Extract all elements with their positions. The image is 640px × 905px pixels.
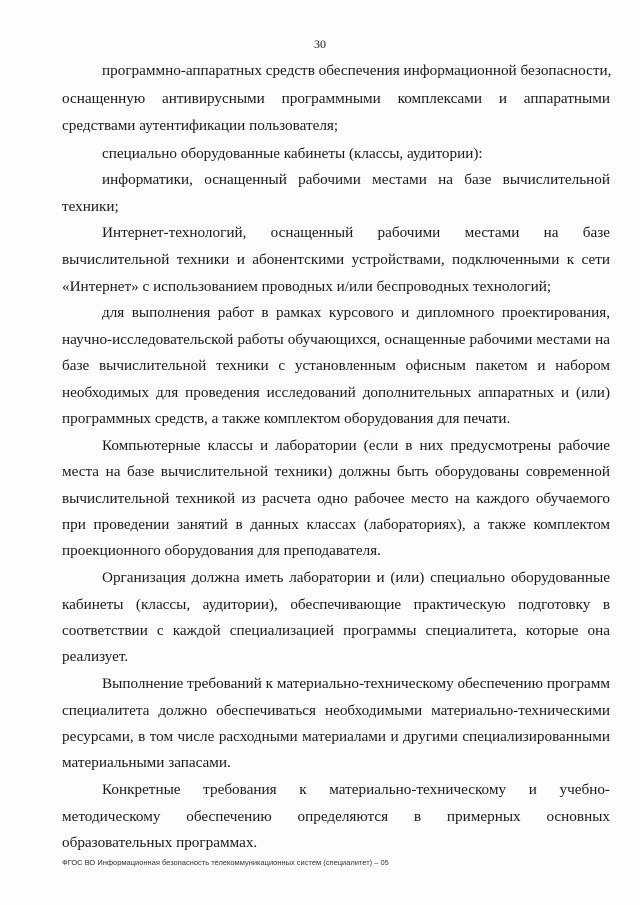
text-line: образовательных программах. [62,834,258,851]
text-line: специально оборудованные кабинеты (классы, аудитории): [102,145,483,162]
text-line: методическому обеспечению определяются в примерных основных [62,808,610,825]
text-line: вычислительной техники и абонентскими устройствами, подключенными к сети [62,251,610,268]
text-line: Конкретные требования к материально-техническому и учебно- [102,781,610,798]
page-footer: ФГОС ВО Информационная безопасность телекоммуникационных систем (специалитет) – 05 [62,858,389,867]
text-line: материальными запасами. [62,754,231,771]
text-line: «Интернет» с использованием проводных и/или беспроводных технологий; [62,278,552,295]
text-line: оснащенную антивирусными программными комплексами и аппаратными [62,90,610,107]
text-line: специалитета должно обеспечиваться необходимыми материально-техническими [62,702,610,719]
text-line: места на базе вычислительной техники) должны быть оборудованы современной [62,463,610,480]
text-line: кабинеты (классы, аудитории), обеспечивающие практическую подготовку в [62,596,610,613]
text-line: Выполнение требований к материально-техническому обеспечению программ [102,675,610,692]
text-line: базе вычислительной техники с установленным офисным пакетом и набором [62,357,610,374]
text-line: информатики, оснащенный рабочими местами на базе вычислительной [102,171,610,188]
text-line: соответствии с каждой специализацией программы специалитета, которые она [62,622,610,639]
text-line: научно-исследовательской работы обучающихся, оснащенные рабочими местами на [62,331,610,348]
text-line: для выполнения работ в рамках курсового и дипломного проектирования, [102,304,610,321]
text-line: вычислительной техникой из расчета одно рабочее место на каждого обучаемого [62,490,610,507]
text-line: Компьютерные классы и лаборатории (если в них предусмотрены рабочие [102,437,610,454]
text-line: необходимых для проведения исследований дополнительных аппаратных и (или) [62,384,610,401]
text-line: проекционного оборудования для преподавателя. [62,542,381,559]
text-line: Интернет-технологий, оснащенный рабочими местами на базе [102,224,610,241]
text-line: средствами аутентификации пользователя; [62,117,339,134]
text-line: реализует. [62,648,129,665]
text-line: программно-аппаратных средств обеспечения информационной безопасности, [102,62,612,79]
text-line: программных средств, а также комплектом оборудования для печати. [62,410,511,427]
text-line: ресурсами, в том числе расходными материалами и другими специализированными [62,728,610,745]
text-line: при проведении занятий в данных классах (лабораториях), а также комплектом [62,516,610,533]
page-number: 30 [314,37,326,51]
text-line: техники; [62,198,119,215]
text-line: Организация должна иметь лаборатории и (или) специально оборудованные [102,569,610,586]
